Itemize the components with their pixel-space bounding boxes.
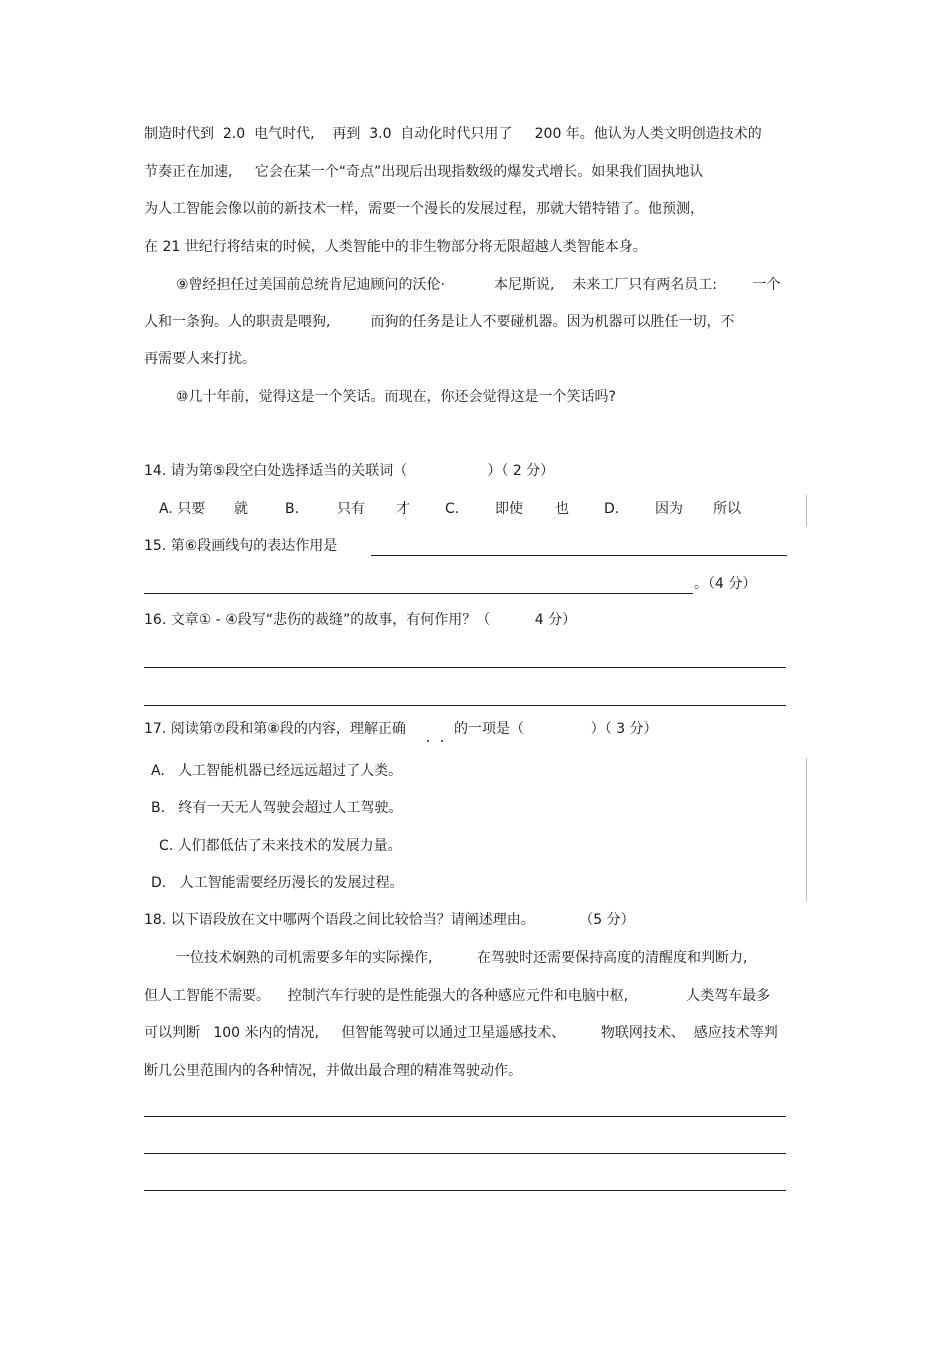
passage-p9-line-3: 再需要人来打扰。 [144,351,256,367]
q18-excerpt-line-1: 一位技术娴熟的司机需要多年的实际操作, 在驾驶时还需要保持高度的清醒度和判断力, [176,950,748,966]
passage-p9-line-2: 人和一条狗。人的职责是喂狗, 而狗的任务是让人不要碰机器。因为机器可以胜任一切，不 [144,314,735,330]
q18-answer-line-1[interactable] [144,1116,786,1117]
q14-options-border [806,495,807,527]
q18-stem: 18. 以下语段放在文中哪两个语段之间比较恰当？请阐述理由。 （5 分） [144,912,635,928]
q18-excerpt-line-3: 可以判断 100 米内的情况, 但智能驾驶可以通过卫星遥感技术、 物联网技术、 感应技术等判 [144,1025,778,1041]
q14-option-b-word2: 才 [396,501,410,517]
q14-option-d-label: D. [604,501,620,517]
q18-answer-line-2[interactable] [144,1153,786,1154]
passage-p8-line-4: 在 21 世纪行将结束的时候，人类智能中的非生物部分将无限超越人类智能本身。 [144,239,647,255]
q14-option-d-word2: 所以 [713,501,741,517]
q17-option-b: B. 终有一天无人驾驶会超过人工驾驶。 [151,800,403,816]
q14-option-d-word1: 因为 [655,501,683,517]
q15-answer-line-2[interactable] [144,593,693,594]
q15-answer-line-1[interactable] [371,555,787,556]
q17-stem-pre: 17. 阅读第⑦段和第⑧段的内容，理解正确 [144,721,406,737]
q14-option-b-word1: 只有 [337,501,365,517]
q18-excerpt-line-2: 但人工智能不需要。 控制汽车行驶的是性能强大的各种感应元件和电脑中枢, 人类驾车最多 [144,988,771,1004]
q14-option-a-word2: 就 [234,501,248,517]
emphasis-dot [427,740,429,742]
passage-p8-line-1: 制造时代到 2.0 电气时代, 再到 3.0 自动化时代只用了 200 年。他认为人类文明创造技术的 [144,126,762,142]
q18-excerpt-line-4: 断几公里范围内的各种情况，并做出最合理的精准驾驶动作。 [144,1063,522,1079]
q15-score: 。（4 分） [694,576,757,592]
passage-p9-line-1: ⑨曾经担任过美国前总统肯尼迪顾问的沃伦· 本尼斯说, 未来工厂只有两名员工: 一个 [176,277,781,293]
q17-option-a: A. 人工智能机器已经远远超过了人类。 [151,763,403,779]
q16-answer-line-1[interactable] [144,667,786,668]
q14-option-c-label: C. [445,501,460,517]
q17-option-d: D. 人工智能需要经历漫长的发展过程。 [151,875,404,891]
passage-p10: ⑩几十年前，觉得这是一个笑话。而现在，你还会觉得这是一个笑话吗? [176,389,616,405]
q14-stem: 14. 请为第⑤段空白处选择适当的关联词（ ）（ 2 分） [144,463,555,479]
q14-option-c-word1: 即使 [495,501,523,517]
q14-option-a-label: A. 只要 [159,501,206,517]
q14-option-b-label: B. [285,501,300,517]
q15-stem: 15. 第⑥段画线句的表达作用是 [144,538,338,554]
emphasis-dot [441,740,443,742]
q17-options-border [806,758,807,901]
passage-p8-line-3: 为人工智能会像以前的新技术一样，需要一个漫长的发展过程，那就大错特错了。他预测， [144,201,704,217]
q18-answer-line-3[interactable] [144,1190,786,1191]
passage-p8-line-2: 节奏正在加速, 它会在某一个“奇点”出现后出现指数级的爆发式增长。如果我们固执地认 [144,164,704,180]
q16-stem: 16. 文章① - ④段写“悲伤的裁缝”的故事，有何作用？（ 4 分） [144,612,577,628]
q14-option-c-word2: 也 [555,501,569,517]
q17-stem-post: 的一项是（ ）（ 3 分） [454,721,658,737]
q16-answer-line-2[interactable] [144,705,786,706]
q17-option-c: C. 人们都低估了未来技术的发展力量。 [159,838,402,854]
